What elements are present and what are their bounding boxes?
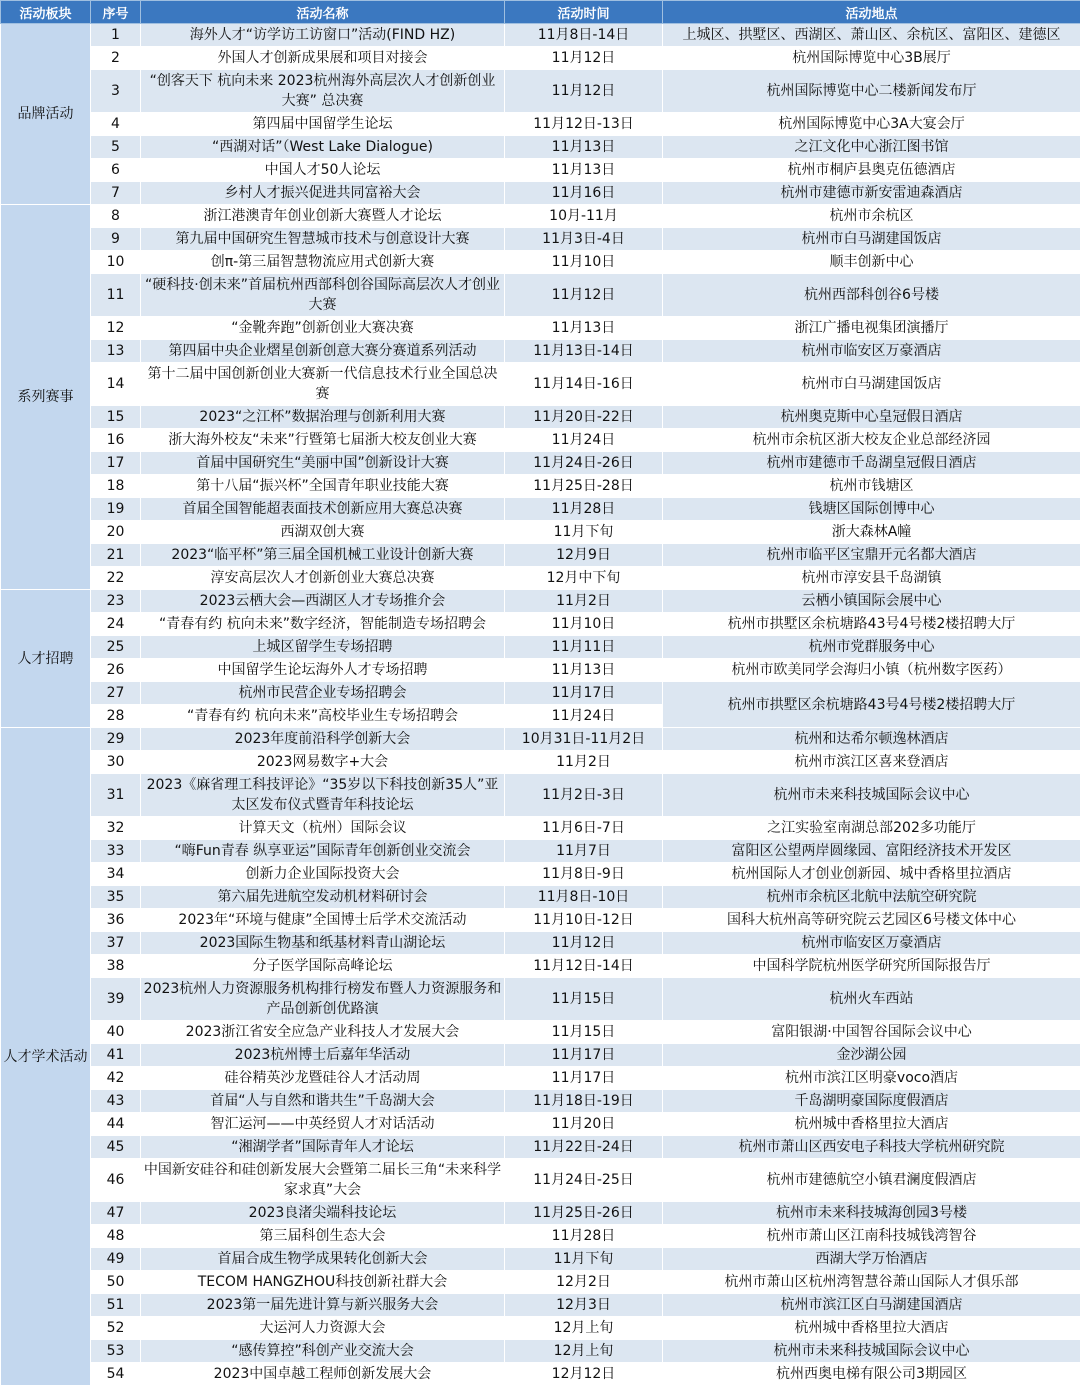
number-cell: 31 xyxy=(91,774,141,817)
event-place-cell: 杭州市未来科技城国际会议中心 xyxy=(663,774,1080,817)
table-row xyxy=(1,1021,1080,1044)
table-row xyxy=(1,544,1080,567)
table-row xyxy=(1,728,1080,751)
table-row xyxy=(1,1090,1080,1113)
number-cell: 34 xyxy=(91,863,141,886)
event-time-cell: 11月13日 xyxy=(505,136,663,159)
table-row xyxy=(1,429,1080,452)
event-time-cell: 10月-11月 xyxy=(505,205,663,228)
event-name-cell: 硅谷精英沙龙暨硅谷人才活动周 xyxy=(141,1067,505,1090)
table-row xyxy=(1,1248,1080,1271)
table-row xyxy=(1,24,1080,47)
event-name-cell: 2023年“环境与健康”全国博士后学术交流活动 xyxy=(141,909,505,932)
number-cell: 2 xyxy=(91,47,141,70)
event-time-cell: 11月13日 xyxy=(505,659,663,682)
event-place-cell: 杭州城中香格里拉大酒店 xyxy=(663,1113,1080,1136)
number-cell: 24 xyxy=(91,613,141,636)
event-place-cell: 杭州市临平区宝鼎开元名都大酒店 xyxy=(663,544,1080,567)
event-time-cell: 12月2日 xyxy=(505,1271,663,1294)
table-row xyxy=(1,1363,1080,1386)
event-name-cell: 创π-第三届智慧物流应用式创新大赛 xyxy=(141,251,505,274)
event-name-cell: 2023国际生物基和纸基材料青山湖论坛 xyxy=(141,932,505,955)
number-cell: 23 xyxy=(91,590,141,613)
category-cell: 人才招聘 xyxy=(1,590,91,728)
event-time-cell: 11月15日 xyxy=(505,978,663,1021)
number-cell: 19 xyxy=(91,498,141,521)
event-place-cell: 杭州市建德航空小镇君澜度假酒店 xyxy=(663,1159,1080,1202)
event-place-cell: 杭州市白马湖建国饭店 xyxy=(663,363,1080,406)
number-cell: 45 xyxy=(91,1136,141,1159)
event-place-cell: 国科大杭州高等研究院云艺园区6号楼文体中心 xyxy=(663,909,1080,932)
event-place-cell: 杭州奥克斯中心皇冠假日酒店 xyxy=(663,406,1080,429)
number-cell: 42 xyxy=(91,1067,141,1090)
event-place-cell: 富阳区公望两岸圆缘园、富阳经济技术开发区 xyxy=(663,840,1080,863)
number-cell: 15 xyxy=(91,406,141,429)
number-cell: 43 xyxy=(91,1090,141,1113)
event-time-cell: 11月24日-26日 xyxy=(505,452,663,475)
event-place-cell: 杭州国际博览中心二楼新闻发布厅 xyxy=(663,70,1080,113)
event-time-cell: 11月11日 xyxy=(505,636,663,659)
event-name-cell: 大运河人力资源大会 xyxy=(141,1317,505,1340)
event-time-cell: 12月中下旬 xyxy=(505,567,663,590)
number-cell: 25 xyxy=(91,636,141,659)
event-place-cell: 杭州市欧美同学会海归小镇（杭州数字医药） xyxy=(663,659,1080,682)
event-place-cell: 杭州市党群服务中心 xyxy=(663,636,1080,659)
number-cell: 35 xyxy=(91,886,141,909)
event-time-cell: 11月12日-13日 xyxy=(505,113,663,136)
event-place-cell: 之江文化中心浙江图书馆 xyxy=(663,136,1080,159)
event-name-cell: 中国人才50人论坛 xyxy=(141,159,505,182)
event-time-cell: 11月下旬 xyxy=(505,1248,663,1271)
event-name-cell: 上城区留学生专场招聘 xyxy=(141,636,505,659)
number-cell: 28 xyxy=(91,705,141,728)
event-name-cell: 2023杭州博士后嘉年华活动 xyxy=(141,1044,505,1067)
event-time-cell: 11月16日 xyxy=(505,182,663,205)
event-place-cell: 杭州城中香格里拉大酒店 xyxy=(663,1317,1080,1340)
number-cell: 38 xyxy=(91,955,141,978)
number-cell: 52 xyxy=(91,1317,141,1340)
event-place-cell: 杭州市余杭区浙大校友企业总部经济园 xyxy=(663,429,1080,452)
event-place-cell: 杭州西部科创谷6号楼 xyxy=(663,274,1080,317)
number-cell: 20 xyxy=(91,521,141,544)
event-name-cell: 智汇运河——中英经贸人才对话活动 xyxy=(141,1113,505,1136)
table-row xyxy=(1,317,1080,340)
table-body xyxy=(1,24,1080,1386)
event-time-cell: 12月3日 xyxy=(505,1294,663,1317)
event-time-cell: 11月3日-4日 xyxy=(505,228,663,251)
number-cell: 3 xyxy=(91,70,141,113)
event-time-cell: 11月下旬 xyxy=(505,521,663,544)
number-cell: 11 xyxy=(91,274,141,317)
event-name-cell: 第三届科创生态大会 xyxy=(141,1225,505,1248)
event-place-cell: 杭州市建德市新安雷迪森酒店 xyxy=(663,182,1080,205)
table-row xyxy=(1,406,1080,429)
table-row xyxy=(1,1159,1080,1202)
event-time-cell: 11月25日-26日 xyxy=(505,1202,663,1225)
event-name-cell: 西湖双创大赛 xyxy=(141,521,505,544)
category-cell: 人才学术活动 xyxy=(1,728,91,1386)
number-cell: 33 xyxy=(91,840,141,863)
event-name-cell: 2023年度前沿科学创新大会 xyxy=(141,728,505,751)
number-cell: 17 xyxy=(91,452,141,475)
number-cell: 40 xyxy=(91,1021,141,1044)
number-cell: 22 xyxy=(91,567,141,590)
table-row xyxy=(1,1202,1080,1225)
event-name-cell: “西湖对话”（West Lake Dialogue) xyxy=(141,136,505,159)
number-cell: 16 xyxy=(91,429,141,452)
header-event-name: 活动名称 xyxy=(141,1,505,24)
table-row xyxy=(1,840,1080,863)
event-time-cell: 12月上旬 xyxy=(505,1317,663,1340)
event-place-cell: 杭州市萧山区杭州湾智慧谷萧山国际人才俱乐部 xyxy=(663,1271,1080,1294)
event-place-cell: 杭州市余杭区 xyxy=(663,205,1080,228)
table-row xyxy=(1,659,1080,682)
event-time-cell: 11月17日 xyxy=(505,1044,663,1067)
event-time-cell: 11月25日-28日 xyxy=(505,475,663,498)
table-row xyxy=(1,863,1080,886)
event-time-cell: 11月12日 xyxy=(505,47,663,70)
event-time-cell: 11月15日 xyxy=(505,1021,663,1044)
event-place-cell: 浙江广播电视集团演播厅 xyxy=(663,317,1080,340)
number-cell: 26 xyxy=(91,659,141,682)
category-cell: 品牌活动 xyxy=(1,24,91,205)
table-row xyxy=(1,1136,1080,1159)
event-time-cell: 11月7日 xyxy=(505,840,663,863)
table-row xyxy=(1,182,1080,205)
table-row xyxy=(1,932,1080,955)
number-cell: 49 xyxy=(91,1248,141,1271)
event-time-cell: 11月18日-19日 xyxy=(505,1090,663,1113)
event-time-cell: 12月9日 xyxy=(505,544,663,567)
table-row xyxy=(1,47,1080,70)
number-cell: 32 xyxy=(91,817,141,840)
event-name-cell: 浙大海外校友“未来”行暨第七届浙大校友创业大赛 xyxy=(141,429,505,452)
event-place-cell: 杭州市拱墅区余杭塘路43号4号楼2楼招聘大厅 xyxy=(663,682,1080,728)
event-place-cell: 千岛湖明豪国际度假酒店 xyxy=(663,1090,1080,1113)
event-place-cell: 钱塘区国际创博中心 xyxy=(663,498,1080,521)
event-place-cell: 浙大森林A幢 xyxy=(663,521,1080,544)
number-cell: 50 xyxy=(91,1271,141,1294)
table-row xyxy=(1,636,1080,659)
number-cell: 46 xyxy=(91,1159,141,1202)
event-time-cell: 11月14日-16日 xyxy=(505,363,663,406)
event-name-cell: 淳安高层次人才创新创业大赛总决赛 xyxy=(141,567,505,590)
header-event-place: 活动地点 xyxy=(663,1,1080,24)
table-row xyxy=(1,774,1080,817)
event-time-cell: 11月2日-3日 xyxy=(505,774,663,817)
table-row xyxy=(1,817,1080,840)
table-row xyxy=(1,521,1080,544)
event-name-cell: 首届全国智能超表面技术创新应用大赛总决赛 xyxy=(141,498,505,521)
number-cell: 51 xyxy=(91,1294,141,1317)
event-time-cell: 11月2日 xyxy=(505,751,663,774)
number-cell: 4 xyxy=(91,113,141,136)
table-row xyxy=(1,498,1080,521)
event-place-cell: 杭州市未来科技城国际会议中心 xyxy=(663,1340,1080,1363)
event-name-cell: “青春有约 杭向未来”数字经济，智能制造专场招聘会 xyxy=(141,613,505,636)
event-time-cell: 11月6日-7日 xyxy=(505,817,663,840)
event-name-cell: 外国人才创新成果展和项目对接会 xyxy=(141,47,505,70)
event-name-cell: 浙江港澳青年创业创新大赛暨人才论坛 xyxy=(141,205,505,228)
event-place-cell: 杭州国际博览中心3A大宴会厅 xyxy=(663,113,1080,136)
event-time-cell: 11月28日 xyxy=(505,498,663,521)
event-place-cell: 上城区、拱墅区、西湖区、萧山区、余杭区、富阳区、建德区 xyxy=(663,24,1080,47)
event-place-cell: 杭州市建德市千岛湖皇冠假日酒店 xyxy=(663,452,1080,475)
event-name-cell: 海外人才“访学访工访窗口”活动(FIND HZ) xyxy=(141,24,505,47)
event-place-cell: 杭州市未来科技城海创园3号楼 xyxy=(663,1202,1080,1225)
event-place-cell: 杭州和达希尔顿逸林酒店 xyxy=(663,728,1080,751)
event-place-cell: 之江实验室南湖总部202多功能厅 xyxy=(663,817,1080,840)
event-time-cell: 10月31日-11月2日 xyxy=(505,728,663,751)
event-name-cell: 首届中国研究生“美丽中国”创新设计大赛 xyxy=(141,452,505,475)
table-row xyxy=(1,136,1080,159)
table-row xyxy=(1,159,1080,182)
event-time-cell: 11月22日-24日 xyxy=(505,1136,663,1159)
event-time-cell: 11月10日-12日 xyxy=(505,909,663,932)
number-cell: 8 xyxy=(91,205,141,228)
number-cell: 1 xyxy=(91,24,141,47)
table-row xyxy=(1,1113,1080,1136)
table-row xyxy=(1,1271,1080,1294)
event-time-cell: 11月10日 xyxy=(505,613,663,636)
event-place-cell: 中国科学院杭州医学研究所国际报告厅 xyxy=(663,955,1080,978)
event-time-cell: 11月24日 xyxy=(505,705,663,728)
table-row xyxy=(1,452,1080,475)
event-name-cell: 第九届中国研究生智慧城市技术与创意设计大赛 xyxy=(141,228,505,251)
number-cell: 30 xyxy=(91,751,141,774)
event-time-cell: 11月17日 xyxy=(505,1067,663,1090)
event-name-cell: “硬科技·创未来”首届杭州西部科创谷国际高层次人才创业大赛 xyxy=(141,274,505,317)
event-place-cell: 杭州国际人才创业创新园、城中香格里拉酒店 xyxy=(663,863,1080,886)
event-time-cell: 11月24日-25日 xyxy=(505,1159,663,1202)
event-time-cell: 11月20日 xyxy=(505,1113,663,1136)
event-place-cell: 杭州市白马湖建国饭店 xyxy=(663,228,1080,251)
event-name-cell: TECOM HANGZHOU科技创新社群大会 xyxy=(141,1271,505,1294)
number-cell: 6 xyxy=(91,159,141,182)
event-name-cell: 2023杭州人力资源服务机构排行榜发布暨人力资源服务和产品创新创优路演 xyxy=(141,978,505,1021)
event-name-cell: 第六届先进航空发动机材料研讨会 xyxy=(141,886,505,909)
number-cell: 5 xyxy=(91,136,141,159)
event-name-cell: “嗨Fun青春 纵享亚运”国际青年创新创业交流会 xyxy=(141,840,505,863)
number-cell: 10 xyxy=(91,251,141,274)
event-place-cell: 西湖大学万怡酒店 xyxy=(663,1248,1080,1271)
event-place-cell: 杭州市滨江区喜来登酒店 xyxy=(663,751,1080,774)
event-time-cell: 11月12日 xyxy=(505,274,663,317)
event-name-cell: 乡村人才振兴促进共同富裕大会 xyxy=(141,182,505,205)
event-place-cell: 杭州市萧山区西安电子科技大学杭州研究院 xyxy=(663,1136,1080,1159)
table-row xyxy=(1,978,1080,1021)
event-time-cell: 11月12日 xyxy=(505,932,663,955)
event-name-cell: 2023第一届先进计算与新兴服务大会 xyxy=(141,1294,505,1317)
event-name-cell: 首届“人与自然和谐共生”千岛湖大会 xyxy=(141,1090,505,1113)
event-name-cell: 第四届中国留学生论坛 xyxy=(141,113,505,136)
event-name-cell: 第十二届中国创新创业大赛新一代信息技术行业全国总决赛 xyxy=(141,363,505,406)
header-category: 活动板块 xyxy=(1,1,91,24)
number-cell: 41 xyxy=(91,1044,141,1067)
event-name-cell: “青春有约 杭向未来”高校毕业生专场招聘会 xyxy=(141,705,505,728)
number-cell: 44 xyxy=(91,1113,141,1136)
number-cell: 48 xyxy=(91,1225,141,1248)
event-place-cell: 顺丰创新中心 xyxy=(663,251,1080,274)
event-time-cell: 12月12日 xyxy=(505,1363,663,1386)
table-row xyxy=(1,613,1080,636)
event-place-cell: 云栖小镇国际会展中心 xyxy=(663,590,1080,613)
table-row xyxy=(1,274,1080,317)
event-name-cell: 第四届中央企业熠星创新创意大赛分赛道系列活动 xyxy=(141,340,505,363)
event-name-cell: 2023“临平杯”第三届全国机械工业设计创新大赛 xyxy=(141,544,505,567)
event-time-cell: 11月20日-22日 xyxy=(505,406,663,429)
event-name-cell: 杭州市民营企业专场招聘会 xyxy=(141,682,505,705)
table-row xyxy=(1,363,1080,406)
event-name-cell: 首届合成生物学成果转化创新大会 xyxy=(141,1248,505,1271)
event-place-cell: 杭州市萧山区江南科技城钱湾智谷 xyxy=(663,1225,1080,1248)
table-row xyxy=(1,1044,1080,1067)
number-cell: 13 xyxy=(91,340,141,363)
table-row xyxy=(1,70,1080,113)
event-name-cell: 创新力企业国际投资大会 xyxy=(141,863,505,886)
event-time-cell: 11月8日-14日 xyxy=(505,24,663,47)
table-row xyxy=(1,955,1080,978)
table-row xyxy=(1,567,1080,590)
event-name-cell: 2023“之江杯”数据治理与创新利用大赛 xyxy=(141,406,505,429)
event-time-cell: 11月13日 xyxy=(505,317,663,340)
event-time-cell: 11月2日 xyxy=(505,590,663,613)
event-place-cell: 杭州市余杭区北航中法航空研究院 xyxy=(663,886,1080,909)
number-cell: 47 xyxy=(91,1202,141,1225)
number-cell: 39 xyxy=(91,978,141,1021)
table-row xyxy=(1,590,1080,613)
number-cell: 14 xyxy=(91,363,141,406)
number-cell: 36 xyxy=(91,909,141,932)
table-row xyxy=(1,1225,1080,1248)
event-name-cell: 2023《麻省理工科技评论》“35岁以下科技创新35人”亚太区发布仪式暨青年科技论坛 xyxy=(141,774,505,817)
event-place-cell: 杭州西奥电梯有限公司3期园区 xyxy=(663,1363,1080,1386)
event-name-cell: 2023浙江省安全应急产业科技人才发展大会 xyxy=(141,1021,505,1044)
event-name-cell: 2023良渚尖端科技论坛 xyxy=(141,1202,505,1225)
number-cell: 12 xyxy=(91,317,141,340)
event-name-cell: “感传算控”科创产业交流大会 xyxy=(141,1340,505,1363)
event-name-cell: 中国新安硅谷和硅创新发展大会暨第二届长三角“未来科学家求真”大会 xyxy=(141,1159,505,1202)
table-row xyxy=(1,251,1080,274)
number-cell: 9 xyxy=(91,228,141,251)
event-time-cell: 11月13日-14日 xyxy=(505,340,663,363)
table-row xyxy=(1,113,1080,136)
category-cell: 系列赛事 xyxy=(1,205,91,590)
number-cell: 29 xyxy=(91,728,141,751)
event-time-cell: 11月12日-14日 xyxy=(505,955,663,978)
event-place-cell: 杭州市临安区万豪酒店 xyxy=(663,340,1080,363)
table-row xyxy=(1,228,1080,251)
event-time-cell: 11月12日 xyxy=(505,70,663,113)
event-place-cell: 杭州国际博览中心3B展厅 xyxy=(663,47,1080,70)
table-row xyxy=(1,886,1080,909)
event-name-cell: 第十八届“振兴杯”全国青年职业技能大赛 xyxy=(141,475,505,498)
header-event-time: 活动时间 xyxy=(505,1,663,24)
event-time-cell: 11月24日 xyxy=(505,429,663,452)
table-row xyxy=(1,340,1080,363)
table-row xyxy=(1,682,1080,705)
event-name-cell: 计算天文（杭州）国际会议 xyxy=(141,817,505,840)
event-name-cell: 2023中国卓越工程师创新发展大会 xyxy=(141,1363,505,1386)
event-place-cell: 杭州市钱塘区 xyxy=(663,475,1080,498)
event-name-cell: 2023网易数字+大会 xyxy=(141,751,505,774)
table-row xyxy=(1,1317,1080,1340)
event-name-cell: “湘湖学者”国际青年人才论坛 xyxy=(141,1136,505,1159)
event-time-cell: 12月上旬 xyxy=(505,1340,663,1363)
table-row xyxy=(1,475,1080,498)
table-row xyxy=(1,205,1080,228)
event-time-cell: 11月13日 xyxy=(505,159,663,182)
number-cell: 7 xyxy=(91,182,141,205)
event-time-cell: 11月10日 xyxy=(505,251,663,274)
event-time-cell: 11月17日 xyxy=(505,682,663,705)
event-name-cell: 2023云栖大会—西湖区人才专场推介会 xyxy=(141,590,505,613)
event-place-cell: 杭州市临安区万豪酒店 xyxy=(663,932,1080,955)
event-place-cell: 杭州火车西站 xyxy=(663,978,1080,1021)
event-time-cell: 11月8日-9日 xyxy=(505,863,663,886)
event-time-cell: 11月28日 xyxy=(505,1225,663,1248)
event-place-cell: 杭州市滨江区明豪voco酒店 xyxy=(663,1067,1080,1090)
event-name-cell: 中国留学生论坛海外人才专场招聘 xyxy=(141,659,505,682)
event-place-cell: 杭州市桐庐县奥克伍德酒店 xyxy=(663,159,1080,182)
header-row xyxy=(1,1,1080,24)
table-row xyxy=(1,1340,1080,1363)
table-row xyxy=(1,909,1080,932)
table-row xyxy=(1,751,1080,774)
event-place-cell: 杭州市拱墅区余杭塘路43号4号楼2楼招聘大厅 xyxy=(663,613,1080,636)
event-time-cell: 11月8日-10日 xyxy=(505,886,663,909)
number-cell: 53 xyxy=(91,1340,141,1363)
table-row xyxy=(1,1067,1080,1090)
table-row xyxy=(1,1294,1080,1317)
event-place-cell: 杭州市滨江区白马湖建国酒店 xyxy=(663,1294,1080,1317)
number-cell: 21 xyxy=(91,544,141,567)
event-place-cell: 富阳银湖·中国智谷国际会议中心 xyxy=(663,1021,1080,1044)
header-number: 序号 xyxy=(91,1,141,24)
number-cell: 54 xyxy=(91,1363,141,1386)
event-name-cell: “金靴奔跑”创新创业大赛决赛 xyxy=(141,317,505,340)
number-cell: 37 xyxy=(91,932,141,955)
number-cell: 18 xyxy=(91,475,141,498)
number-cell: 27 xyxy=(91,682,141,705)
event-place-cell: 金沙湖公园 xyxy=(663,1044,1080,1067)
event-name-cell: 分子医学国际高峰论坛 xyxy=(141,955,505,978)
event-name-cell: “创客天下 杭向未来 2023杭州海外高层次人才创新创业大赛” 总决赛 xyxy=(141,70,505,113)
event-place-cell: 杭州市淳安县千岛湖镇 xyxy=(663,567,1080,590)
